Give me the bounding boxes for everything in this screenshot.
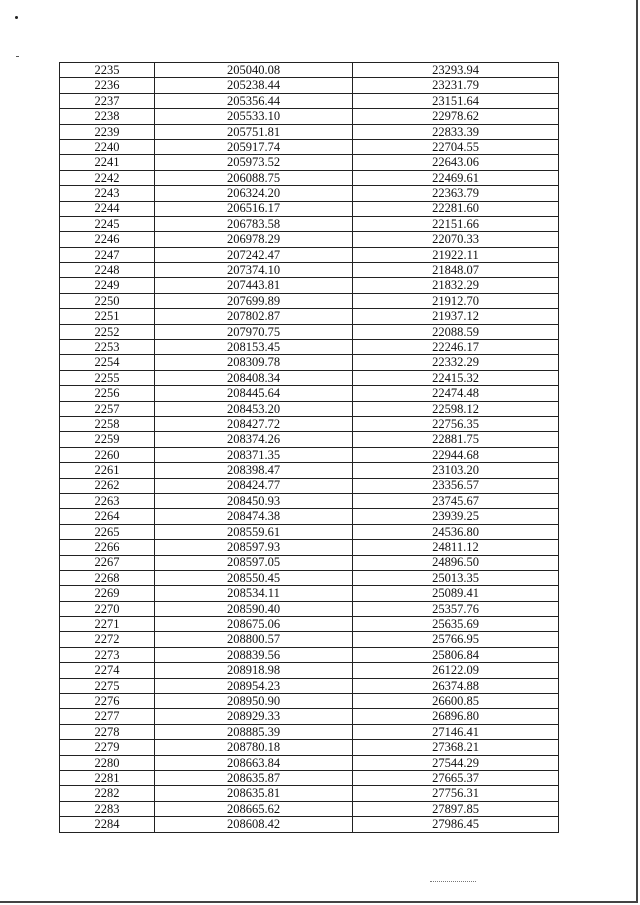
x-coordinate-cell: 208534.11 bbox=[155, 586, 353, 601]
x-coordinate-cell: 208408.34 bbox=[155, 370, 353, 385]
point-number-cell: 2249 bbox=[60, 278, 155, 293]
x-coordinate-cell: 208374.26 bbox=[155, 432, 353, 447]
y-coordinate-cell: 21912.70 bbox=[353, 293, 559, 308]
table-row bbox=[60, 247, 559, 262]
y-coordinate-cell: 22756.35 bbox=[353, 416, 559, 431]
x-coordinate-cell: 208445.64 bbox=[155, 386, 353, 401]
x-coordinate-cell: 208663.84 bbox=[155, 755, 353, 770]
point-number-cell: 2280 bbox=[60, 755, 155, 770]
point-number-cell: 2271 bbox=[60, 617, 155, 632]
y-coordinate-cell: 22643.06 bbox=[353, 155, 559, 170]
table-row bbox=[60, 278, 559, 293]
x-coordinate-cell: 207374.10 bbox=[155, 263, 353, 278]
table-row bbox=[60, 755, 559, 770]
x-coordinate-cell: 208590.40 bbox=[155, 601, 353, 616]
y-coordinate-cell: 22469.61 bbox=[353, 170, 559, 185]
table-row bbox=[60, 540, 559, 555]
y-coordinate-cell: 27368.21 bbox=[353, 740, 559, 755]
table-row bbox=[60, 493, 559, 508]
x-coordinate-cell: 208427.72 bbox=[155, 416, 353, 431]
table-row bbox=[60, 263, 559, 278]
point-number-cell: 2242 bbox=[60, 170, 155, 185]
y-coordinate-cell: 21848.07 bbox=[353, 263, 559, 278]
coordinate-table bbox=[59, 62, 559, 833]
table-row bbox=[60, 370, 559, 385]
x-coordinate-cell: 207443.81 bbox=[155, 278, 353, 293]
x-coordinate-cell: 205751.81 bbox=[155, 124, 353, 139]
point-number-cell: 2270 bbox=[60, 601, 155, 616]
x-coordinate-cell: 208839.56 bbox=[155, 647, 353, 662]
y-coordinate-cell: 27146.41 bbox=[353, 724, 559, 739]
table-row bbox=[60, 63, 559, 78]
table-row bbox=[60, 647, 559, 662]
y-coordinate-cell: 27986.45 bbox=[353, 817, 559, 832]
y-coordinate-cell: 26896.80 bbox=[353, 709, 559, 724]
table-row bbox=[60, 386, 559, 401]
point-number-cell: 2235 bbox=[60, 63, 155, 78]
point-number-cell: 2241 bbox=[60, 155, 155, 170]
y-coordinate-cell: 25013.35 bbox=[353, 570, 559, 585]
x-coordinate-cell: 208597.05 bbox=[155, 555, 353, 570]
y-coordinate-cell: 23103.20 bbox=[353, 463, 559, 478]
point-number-cell: 2279 bbox=[60, 740, 155, 755]
point-number-cell: 2276 bbox=[60, 694, 155, 709]
point-number-cell: 2265 bbox=[60, 524, 155, 539]
table-row bbox=[60, 663, 559, 678]
x-coordinate-cell: 208597.93 bbox=[155, 540, 353, 555]
y-coordinate-cell: 24536.80 bbox=[353, 524, 559, 539]
x-coordinate-cell: 205040.08 bbox=[155, 63, 353, 78]
table-row bbox=[60, 586, 559, 601]
x-coordinate-cell: 208474.38 bbox=[155, 509, 353, 524]
y-coordinate-cell: 24896.50 bbox=[353, 555, 559, 570]
table-row bbox=[60, 555, 559, 570]
table-row bbox=[60, 155, 559, 170]
y-coordinate-cell: 26122.09 bbox=[353, 663, 559, 678]
table-row bbox=[60, 293, 559, 308]
table-row bbox=[60, 201, 559, 216]
y-coordinate-cell: 25357.76 bbox=[353, 601, 559, 616]
x-coordinate-cell: 208398.47 bbox=[155, 463, 353, 478]
x-coordinate-cell: 208309.78 bbox=[155, 355, 353, 370]
x-coordinate-cell: 208635.81 bbox=[155, 786, 353, 801]
y-coordinate-cell: 22246.17 bbox=[353, 340, 559, 355]
point-number-cell: 2256 bbox=[60, 386, 155, 401]
x-coordinate-cell: 207802.87 bbox=[155, 309, 353, 324]
point-number-cell: 2252 bbox=[60, 324, 155, 339]
point-number-cell: 2247 bbox=[60, 247, 155, 262]
point-number-cell: 2273 bbox=[60, 647, 155, 662]
x-coordinate-cell: 206324.20 bbox=[155, 186, 353, 201]
y-coordinate-cell: 21937.12 bbox=[353, 309, 559, 324]
point-number-cell: 2267 bbox=[60, 555, 155, 570]
x-coordinate-cell: 208885.39 bbox=[155, 724, 353, 739]
x-coordinate-cell: 208800.57 bbox=[155, 632, 353, 647]
y-coordinate-cell: 25766.95 bbox=[353, 632, 559, 647]
table-row bbox=[60, 509, 559, 524]
table-row bbox=[60, 93, 559, 108]
x-coordinate-cell: 208153.45 bbox=[155, 340, 353, 355]
x-coordinate-cell: 208559.61 bbox=[155, 524, 353, 539]
x-coordinate-cell: 207242.47 bbox=[155, 247, 353, 262]
table-row bbox=[60, 724, 559, 739]
point-number-cell: 2284 bbox=[60, 817, 155, 832]
table-row bbox=[60, 416, 559, 431]
table-row bbox=[60, 170, 559, 185]
table-row bbox=[60, 447, 559, 462]
point-number-cell: 2238 bbox=[60, 109, 155, 124]
point-number-cell: 2251 bbox=[60, 309, 155, 324]
scan-mark bbox=[430, 881, 476, 882]
x-coordinate-cell: 205917.74 bbox=[155, 139, 353, 154]
point-number-cell: 2261 bbox=[60, 463, 155, 478]
y-coordinate-cell: 23745.67 bbox=[353, 493, 559, 508]
x-coordinate-cell: 206516.17 bbox=[155, 201, 353, 216]
x-coordinate-cell: 205973.52 bbox=[155, 155, 353, 170]
point-number-cell: 2264 bbox=[60, 509, 155, 524]
x-coordinate-cell: 206783.58 bbox=[155, 216, 353, 231]
point-number-cell: 2282 bbox=[60, 786, 155, 801]
table-row bbox=[60, 124, 559, 139]
table-row bbox=[60, 324, 559, 339]
point-number-cell: 2239 bbox=[60, 124, 155, 139]
point-number-cell: 2254 bbox=[60, 355, 155, 370]
table-row bbox=[60, 694, 559, 709]
point-number-cell: 2268 bbox=[60, 570, 155, 585]
table-row bbox=[60, 524, 559, 539]
y-coordinate-cell: 22944.68 bbox=[353, 447, 559, 462]
table-row bbox=[60, 340, 559, 355]
point-number-cell: 2255 bbox=[60, 370, 155, 385]
point-number-cell: 2274 bbox=[60, 663, 155, 678]
x-coordinate-cell: 208929.33 bbox=[155, 709, 353, 724]
scan-speck bbox=[15, 16, 18, 19]
point-number-cell: 2277 bbox=[60, 709, 155, 724]
table-row bbox=[60, 463, 559, 478]
table-row bbox=[60, 740, 559, 755]
y-coordinate-cell: 24811.12 bbox=[353, 540, 559, 555]
point-number-cell: 2266 bbox=[60, 540, 155, 555]
y-coordinate-cell: 21922.11 bbox=[353, 247, 559, 262]
point-number-cell: 2246 bbox=[60, 232, 155, 247]
point-number-cell: 2244 bbox=[60, 201, 155, 216]
y-coordinate-cell: 23356.57 bbox=[353, 478, 559, 493]
point-number-cell: 2257 bbox=[60, 401, 155, 416]
y-coordinate-cell: 27897.85 bbox=[353, 801, 559, 816]
x-coordinate-cell: 205356.44 bbox=[155, 93, 353, 108]
x-coordinate-cell: 208453.20 bbox=[155, 401, 353, 416]
x-coordinate-cell: 208950.90 bbox=[155, 694, 353, 709]
point-number-cell: 2263 bbox=[60, 493, 155, 508]
y-coordinate-cell: 22598.12 bbox=[353, 401, 559, 416]
x-coordinate-cell: 208665.62 bbox=[155, 801, 353, 816]
y-coordinate-cell: 27665.37 bbox=[353, 770, 559, 785]
coordinate-table-body bbox=[60, 63, 559, 833]
point-number-cell: 2237 bbox=[60, 93, 155, 108]
y-coordinate-cell: 22151.66 bbox=[353, 216, 559, 231]
y-coordinate-cell: 22332.29 bbox=[353, 355, 559, 370]
x-coordinate-cell: 205533.10 bbox=[155, 109, 353, 124]
point-number-cell: 2262 bbox=[60, 478, 155, 493]
table-row bbox=[60, 186, 559, 201]
x-coordinate-cell: 208424.77 bbox=[155, 478, 353, 493]
table-row bbox=[60, 401, 559, 416]
point-number-cell: 2275 bbox=[60, 678, 155, 693]
y-coordinate-cell: 22833.39 bbox=[353, 124, 559, 139]
y-coordinate-cell: 26600.85 bbox=[353, 694, 559, 709]
point-number-cell: 2258 bbox=[60, 416, 155, 431]
table-row bbox=[60, 601, 559, 616]
table-row bbox=[60, 617, 559, 632]
x-coordinate-cell: 208635.87 bbox=[155, 770, 353, 785]
x-coordinate-cell: 208780.18 bbox=[155, 740, 353, 755]
table-row bbox=[60, 78, 559, 93]
x-coordinate-cell: 206088.75 bbox=[155, 170, 353, 185]
table-row bbox=[60, 801, 559, 816]
table-row bbox=[60, 109, 559, 124]
point-number-cell: 2250 bbox=[60, 293, 155, 308]
table-row bbox=[60, 355, 559, 370]
table-row bbox=[60, 478, 559, 493]
y-coordinate-cell: 22881.75 bbox=[353, 432, 559, 447]
x-coordinate-cell: 206978.29 bbox=[155, 232, 353, 247]
point-number-cell: 2248 bbox=[60, 263, 155, 278]
point-number-cell: 2272 bbox=[60, 632, 155, 647]
table-row bbox=[60, 817, 559, 832]
point-number-cell: 2253 bbox=[60, 340, 155, 355]
x-coordinate-cell: 207970.75 bbox=[155, 324, 353, 339]
point-number-cell: 2236 bbox=[60, 78, 155, 93]
y-coordinate-cell: 21832.29 bbox=[353, 278, 559, 293]
y-coordinate-cell: 27756.31 bbox=[353, 786, 559, 801]
y-coordinate-cell: 26374.88 bbox=[353, 678, 559, 693]
x-coordinate-cell: 205238.44 bbox=[155, 78, 353, 93]
y-coordinate-cell: 22704.55 bbox=[353, 139, 559, 154]
y-coordinate-cell: 23231.79 bbox=[353, 78, 559, 93]
table-row bbox=[60, 216, 559, 231]
x-coordinate-cell: 208608.42 bbox=[155, 817, 353, 832]
x-coordinate-cell: 207699.89 bbox=[155, 293, 353, 308]
point-number-cell: 2260 bbox=[60, 447, 155, 462]
y-coordinate-cell: 25089.41 bbox=[353, 586, 559, 601]
table-row bbox=[60, 709, 559, 724]
point-number-cell: 2283 bbox=[60, 801, 155, 816]
point-number-cell: 2269 bbox=[60, 586, 155, 601]
y-coordinate-cell: 27544.29 bbox=[353, 755, 559, 770]
table-row bbox=[60, 232, 559, 247]
scan-speck bbox=[16, 56, 19, 57]
y-coordinate-cell: 23151.64 bbox=[353, 93, 559, 108]
y-coordinate-cell: 22281.60 bbox=[353, 201, 559, 216]
x-coordinate-cell: 208954.23 bbox=[155, 678, 353, 693]
y-coordinate-cell: 22070.33 bbox=[353, 232, 559, 247]
y-coordinate-cell: 22088.59 bbox=[353, 324, 559, 339]
point-number-cell: 2259 bbox=[60, 432, 155, 447]
point-number-cell: 2281 bbox=[60, 770, 155, 785]
table-row bbox=[60, 570, 559, 585]
x-coordinate-cell: 208450.93 bbox=[155, 493, 353, 508]
table-row bbox=[60, 309, 559, 324]
x-coordinate-cell: 208675.06 bbox=[155, 617, 353, 632]
point-number-cell: 2243 bbox=[60, 186, 155, 201]
table-row bbox=[60, 786, 559, 801]
table-row bbox=[60, 632, 559, 647]
y-coordinate-cell: 22978.62 bbox=[353, 109, 559, 124]
y-coordinate-cell: 22474.48 bbox=[353, 386, 559, 401]
point-number-cell: 2278 bbox=[60, 724, 155, 739]
x-coordinate-cell: 208550.45 bbox=[155, 570, 353, 585]
y-coordinate-cell: 22363.79 bbox=[353, 186, 559, 201]
table-row bbox=[60, 432, 559, 447]
table-row bbox=[60, 139, 559, 154]
point-number-cell: 2245 bbox=[60, 216, 155, 231]
point-number-cell: 2240 bbox=[60, 139, 155, 154]
y-coordinate-cell: 25635.69 bbox=[353, 617, 559, 632]
y-coordinate-cell: 23939.25 bbox=[353, 509, 559, 524]
x-coordinate-cell: 208371.35 bbox=[155, 447, 353, 462]
table-row bbox=[60, 678, 559, 693]
x-coordinate-cell: 208918.98 bbox=[155, 663, 353, 678]
y-coordinate-cell: 22415.32 bbox=[353, 370, 559, 385]
y-coordinate-cell: 23293.94 bbox=[353, 63, 559, 78]
y-coordinate-cell: 25806.84 bbox=[353, 647, 559, 662]
table-row bbox=[60, 770, 559, 785]
